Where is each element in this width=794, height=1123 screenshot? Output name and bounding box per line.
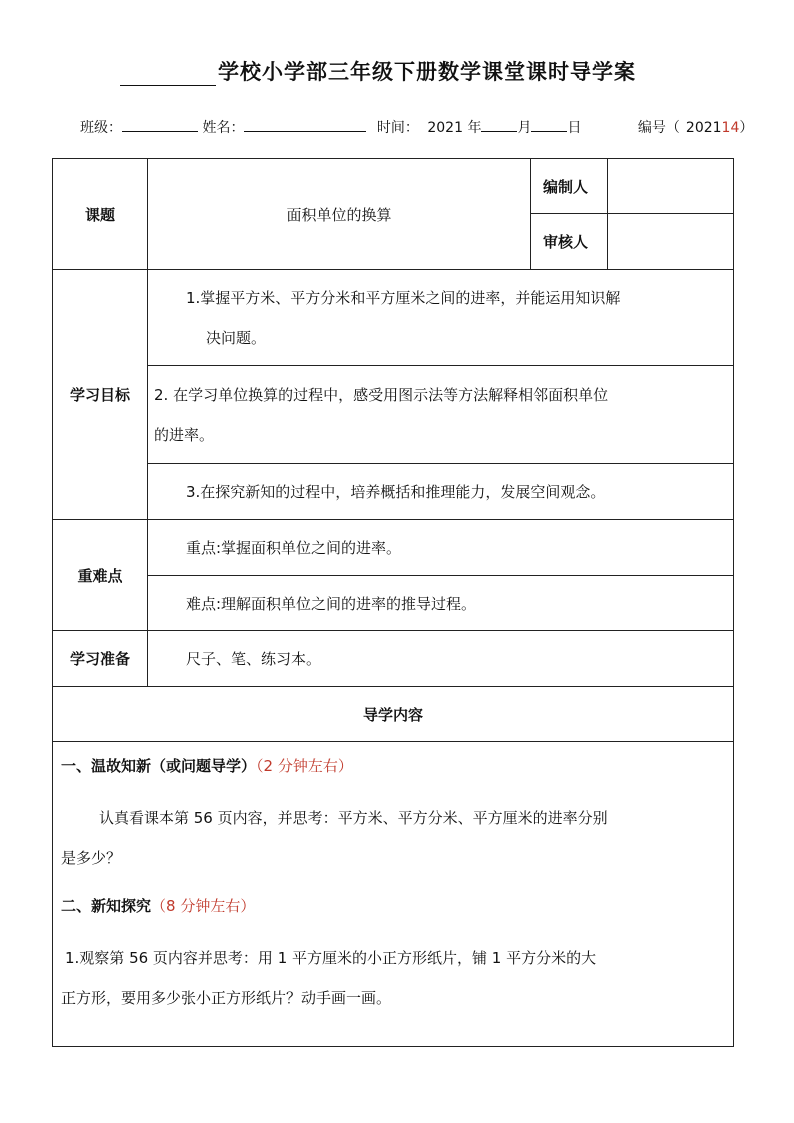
section2-text-line2: 正方形，要用多少张小正方形纸片？动手画一画。 xyxy=(61,989,392,1007)
number-suffix: 14 xyxy=(721,120,740,136)
section1-heading xyxy=(53,748,733,784)
name-field[interactable] xyxy=(244,116,366,132)
info-row xyxy=(80,116,760,136)
goal-1-line2: 决问题。 xyxy=(206,328,267,347)
section2-text-line1: 1.观察第 56 页内容并思考：用 1 平方厘米的小正方形纸片，铺 1 平方分米的大 xyxy=(65,949,597,967)
guide-content xyxy=(53,742,734,1047)
year-text: 2021 年 xyxy=(427,120,482,136)
section1-time: （2 分钟左右） xyxy=(256,757,353,775)
month-field[interactable] xyxy=(481,116,517,132)
reviewer-label: 审核人 xyxy=(531,214,608,270)
goal-3: 3.在探究新知的过程中，培养概括和推理能力，发展空间观念。 xyxy=(148,464,734,520)
goal-2-line1: 2. 在学习单位换算的过程中，感受用图示法等方法解释相邻面积单位 xyxy=(154,385,609,404)
time-label: 时间： xyxy=(376,120,419,136)
name-label: 姓名： xyxy=(202,120,245,136)
title-text: 学校小学部三年级下册数学课堂课时导学案 xyxy=(218,60,636,84)
section2-title: 二、新知探究 xyxy=(61,897,152,915)
goal-1-line1: 1.掌握平方米、平方分米和平方厘米之间的进率，并能运用知识解 xyxy=(186,288,621,307)
section1-title: 一、温故知新（或问题导学） xyxy=(61,757,257,775)
number-prefix: 2021 xyxy=(685,120,722,136)
reviewer-value[interactable] xyxy=(608,214,734,270)
key-point: 重点:掌握面积单位之间的进率。 xyxy=(148,520,734,576)
number-label: 编号（ xyxy=(637,120,680,136)
editor-value[interactable] xyxy=(608,159,734,214)
editor-label: 编制人 xyxy=(531,159,608,214)
page-title xyxy=(120,56,720,86)
class-field[interactable] xyxy=(122,116,198,132)
goal-2-line2: 的进率。 xyxy=(154,425,215,444)
prep-label: 学习准备 xyxy=(53,631,148,687)
school-name-blank[interactable] xyxy=(120,63,216,86)
class-label: 班级： xyxy=(80,120,122,136)
section2-time: （8 分钟左右） xyxy=(151,897,256,915)
goal-1 xyxy=(148,270,734,366)
prep-value: 尺子、笔、练习本。 xyxy=(148,631,734,687)
goals-label: 学习目标 xyxy=(53,270,148,520)
goal-2 xyxy=(148,366,734,464)
section2-heading xyxy=(53,888,733,924)
topic-value: 面积单位的换算 xyxy=(148,159,531,270)
day-field[interactable] xyxy=(531,116,567,132)
month-text: 月 xyxy=(517,120,532,136)
guide-header: 导学内容 xyxy=(53,687,734,742)
topic-label: 课题 xyxy=(53,159,148,270)
section1-text-line1: 认真看课本第 56 页内容，并思考：平方米、平方分米、平方厘米的进率分别 xyxy=(99,809,608,827)
lesson-plan-table xyxy=(52,158,734,1047)
difficult-point: 难点:理解面积单位之间的进率的推导过程。 xyxy=(148,576,734,631)
section1-text-line2: 是多少？ xyxy=(61,849,122,867)
number-close: ） xyxy=(739,120,754,136)
day-text: 日 xyxy=(567,120,582,136)
key-label: 重难点 xyxy=(53,520,148,631)
